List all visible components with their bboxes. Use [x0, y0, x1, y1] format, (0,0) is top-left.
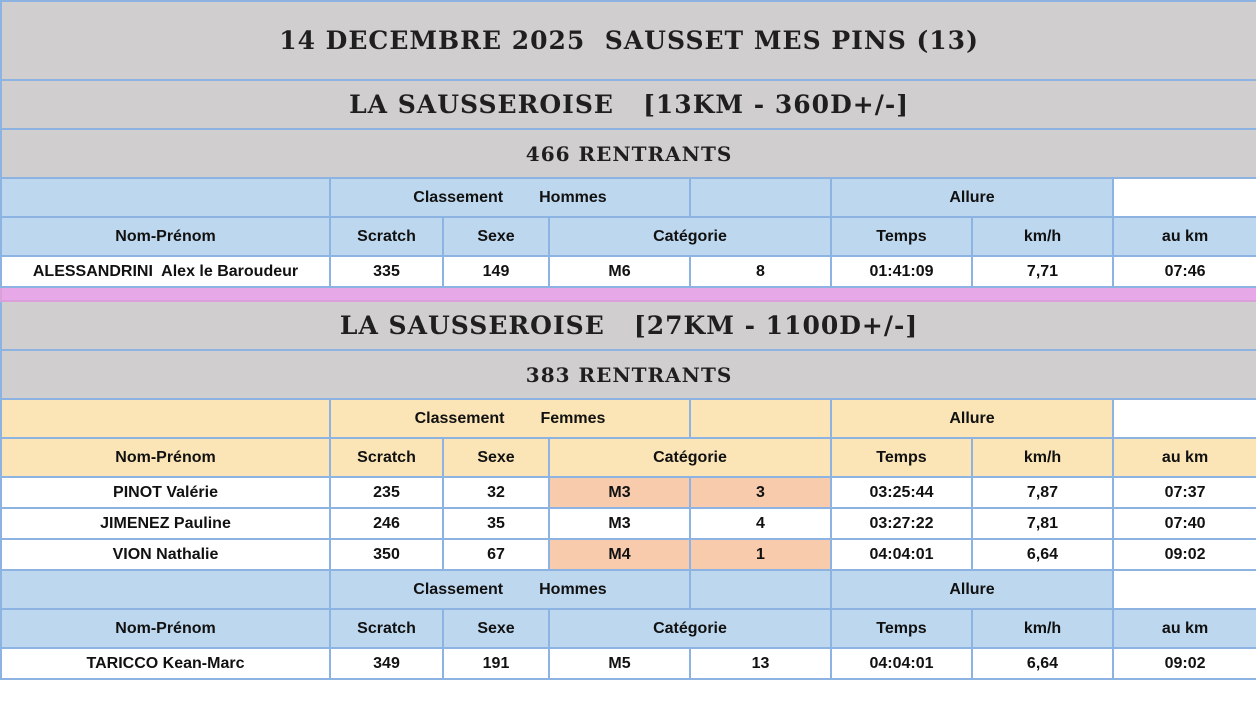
gender-label: Hommes: [539, 188, 607, 206]
empty-cell: [690, 570, 831, 609]
time: 04:04:01: [831, 539, 972, 570]
classement-label: Classement: [413, 188, 504, 206]
group-header-row: [1, 570, 1256, 609]
speed: 6,64: [972, 539, 1113, 570]
classement-label: Classement: [413, 580, 504, 598]
race-title-row: [1, 80, 1256, 129]
empty-cell: [1, 570, 330, 609]
allure-header: Allure: [831, 178, 1113, 217]
category-rank: 8: [690, 256, 831, 287]
group-header-row: [1, 399, 1256, 438]
race-title: LA SAUSSEROISE [13KM - 360D+/-]: [1, 80, 1256, 129]
col-categorie: Catégorie: [549, 609, 831, 648]
scratch-rank: 335: [330, 256, 443, 287]
finishers-row: [1, 350, 1256, 399]
sexe-rank: 149: [443, 256, 549, 287]
pace: 09:02: [1113, 539, 1256, 570]
separator-bar: [1, 287, 1256, 301]
table-row: [1, 539, 1256, 570]
finishers-row: [1, 129, 1256, 178]
scratch-rank: 349: [330, 648, 443, 679]
sexe-rank: 191: [443, 648, 549, 679]
category-rank: 3: [690, 477, 831, 508]
allure-header: Allure: [831, 399, 1113, 438]
category: M3: [549, 477, 690, 508]
col-scratch: Scratch: [330, 217, 443, 256]
runner-name: VION Nathalie: [1, 539, 330, 570]
col-name: Nom-Prénom: [1, 217, 330, 256]
category: M3: [549, 508, 690, 539]
time: 01:41:09: [831, 256, 972, 287]
scratch-rank: 235: [330, 477, 443, 508]
time: 03:27:22: [831, 508, 972, 539]
col-kmh: km/h: [972, 609, 1113, 648]
sexe-rank: 67: [443, 539, 549, 570]
classement-header: [330, 178, 690, 217]
column-header-row: [1, 438, 1256, 477]
col-sexe: Sexe: [443, 438, 549, 477]
table-row: [1, 508, 1256, 539]
empty-cell: [1, 178, 330, 217]
group-header-row: [1, 178, 1256, 217]
allure-header: Allure: [831, 570, 1113, 609]
time: 03:25:44: [831, 477, 972, 508]
col-temps: Temps: [831, 609, 972, 648]
col-temps: Temps: [831, 217, 972, 256]
col-aukm: au km: [1113, 438, 1256, 477]
finishers-count: 383 RENTRANTS: [1, 350, 1256, 399]
scratch-rank: 350: [330, 539, 443, 570]
category-rank: 1: [690, 539, 831, 570]
table-row: [1, 256, 1256, 287]
runner-name: ALESSANDRINI Alex le Baroudeur: [1, 256, 330, 287]
empty-cell: [690, 178, 831, 217]
speed: 7,87: [972, 477, 1113, 508]
empty-cell: [690, 399, 831, 438]
table-row: [1, 477, 1256, 508]
runner-name: TARICCO Kean-Marc: [1, 648, 330, 679]
col-aukm: au km: [1113, 609, 1256, 648]
col-scratch: Scratch: [330, 438, 443, 477]
speed: 6,64: [972, 648, 1113, 679]
col-sexe: Sexe: [443, 217, 549, 256]
pace: 07:46: [1113, 256, 1256, 287]
pace: 09:02: [1113, 648, 1256, 679]
race-title-row: [1, 301, 1256, 350]
pace: 07:40: [1113, 508, 1256, 539]
col-kmh: km/h: [972, 438, 1113, 477]
pace: 07:37: [1113, 477, 1256, 508]
col-categorie: Catégorie: [549, 217, 831, 256]
finishers-count: 466 RENTRANTS: [1, 129, 1256, 178]
event-title-row: [1, 1, 1256, 80]
empty-cell: [1, 399, 330, 438]
category: M6: [549, 256, 690, 287]
runner-name: JIMENEZ Pauline: [1, 508, 330, 539]
col-aukm: au km: [1113, 217, 1256, 256]
race-title: LA SAUSSEROISE [27KM - 1100D+/-]: [1, 301, 1256, 350]
classement-header: [330, 399, 690, 438]
col-sexe: Sexe: [443, 609, 549, 648]
scratch-rank: 246: [330, 508, 443, 539]
column-header-row: [1, 217, 1256, 256]
runner-name: PINOT Valérie: [1, 477, 330, 508]
event-title: 14 DECEMBRE 2025 SAUSSET MES PINS (13): [1, 1, 1256, 80]
column-header-row: [1, 609, 1256, 648]
speed: 7,81: [972, 508, 1113, 539]
speed: 7,71: [972, 256, 1113, 287]
category: M5: [549, 648, 690, 679]
sexe-rank: 32: [443, 477, 549, 508]
sexe-rank: 35: [443, 508, 549, 539]
race-separator: [1, 287, 1256, 301]
gender-label: Femmes: [540, 409, 606, 427]
classement-header: [330, 570, 690, 609]
col-kmh: km/h: [972, 217, 1113, 256]
table-row: [1, 648, 1256, 679]
category-rank: 13: [690, 648, 831, 679]
col-temps: Temps: [831, 438, 972, 477]
classement-label: Classement: [414, 409, 505, 427]
time: 04:04:01: [831, 648, 972, 679]
category: M4: [549, 539, 690, 570]
gender-label: Hommes: [539, 580, 607, 598]
col-name: Nom-Prénom: [1, 438, 330, 477]
col-scratch: Scratch: [330, 609, 443, 648]
category-rank: 4: [690, 508, 831, 539]
col-name: Nom-Prénom: [1, 609, 330, 648]
col-categorie: Catégorie: [549, 438, 831, 477]
